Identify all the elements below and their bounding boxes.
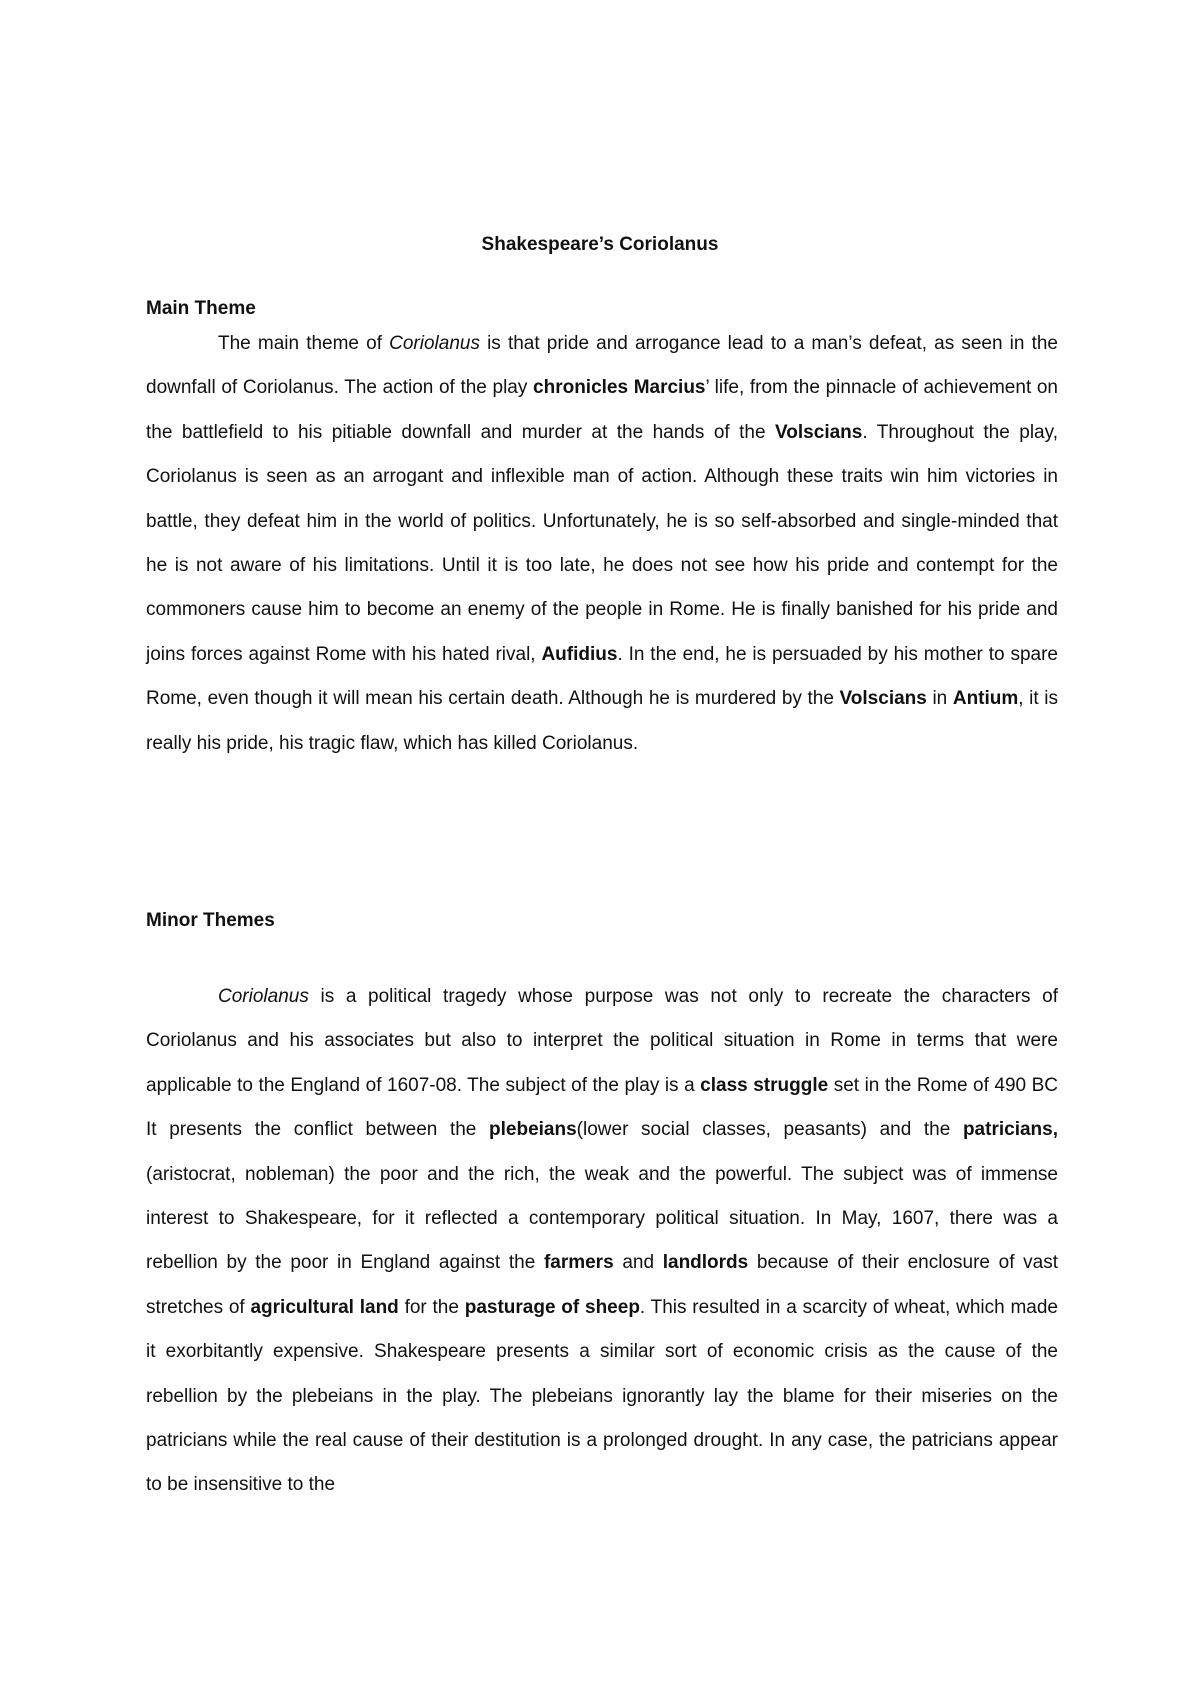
emphasis-bold: agricultural land	[250, 1296, 399, 1318]
text-run: because of their enclosure of vast stretches of	[146, 1252, 1059, 1318]
emphasis-bold: plebeians	[489, 1119, 577, 1141]
emphasis-bold: Volscians	[775, 421, 863, 443]
text-run: for the	[398, 1296, 465, 1318]
emphasis-bold: landlords	[662, 1252, 749, 1274]
text-run: . This resulted in a scarcity of wheat, which made it exorbitantly expensive. Shakespeare presents a similar sort of economic crisis as the cause of the rebellion by the plebeians in the play. The plebeians ignorantly lay the blame for their miseries on the patricians while the real cause of their destitution is a prolonged drought. In any case, the patricians appear to be insensitive to the	[146, 1296, 1058, 1496]
emphasis-bold: class struggle	[700, 1074, 829, 1096]
text-run: (lower social classes, peasants) and the	[576, 1119, 963, 1141]
main-theme-heading: Main Theme	[146, 298, 256, 319]
page-title: Shakespeare’s Coriolanus	[481, 234, 719, 255]
text-run: in	[926, 688, 953, 710]
emphasis-bold: Antium	[952, 688, 1019, 710]
text-run: ’ life, from the pinnacle of achievement on the battlefield to his pitiable downfall and murder at the hands of the	[146, 377, 1058, 443]
text-run: is that pride and arrogance lead to a man’s defeat, as seen in the downfall of Coriolanus. The action of the play	[146, 333, 1058, 399]
main-theme-paragraph	[146, 322, 1058, 766]
text-run: is a political tragedy whose purpose was not only to recreate the characters of Coriolanus and his associates but also to interpret the political situation in Rome in terms that were applicable to the England of 1607-08. The subject of the play is a	[146, 986, 1058, 1096]
emphasis-bold: pasturage of sheep	[464, 1296, 640, 1318]
emphasis-italic: Coriolanus	[389, 333, 480, 354]
emphasis-bold: Aufidius	[541, 643, 618, 665]
text-run: . In the end, he is persuaded by his mother to spare Rome, even though it will mean his certain death. Although he is murdered by the	[146, 643, 1058, 710]
text-run: . Throughout the play, Coriolanus is seen as an arrogant and inflexible man of action. Although these traits win him victories in battle, they defeat him in the world of politics. Unfortunately, he is so self-absorbed and single-minded that he is not aware of his limitations. Until it is too late, he does not see how his pride and contempt for the commoners cause him to become an enemy of the people in Rome. He is finally banished for his pride and joins forces against Rome with his hated rival,	[146, 421, 1058, 665]
text-run: and	[613, 1252, 663, 1274]
emphasis-bold: chronicles Marcius	[533, 377, 706, 399]
emphasis-italic: Coriolanus	[218, 986, 309, 1007]
emphasis-bold: patricians,	[962, 1119, 1058, 1141]
text-run: The main theme of	[218, 333, 390, 354]
text-run: (aristocrat, nobleman) the poor and the rich, the weak and the powerful. The subject was of immense interest to Shakespeare, for it reflected a contemporary political situation. In May, 1607, there was a rebellion by the poor in England against the	[146, 1163, 1058, 1274]
text-run: , it is really his pride, his tragic flaw, which has killed Coriolanus.	[146, 688, 1058, 754]
emphasis-bold: farmers	[543, 1252, 614, 1274]
emphasis-bold: Volscians	[839, 688, 927, 710]
text-run: set in the Rome of 490 BC It presents the conflict between the	[146, 1074, 1059, 1141]
minor-themes-heading: Minor Themes	[146, 910, 275, 931]
minor-themes-paragraph	[146, 975, 1058, 1508]
